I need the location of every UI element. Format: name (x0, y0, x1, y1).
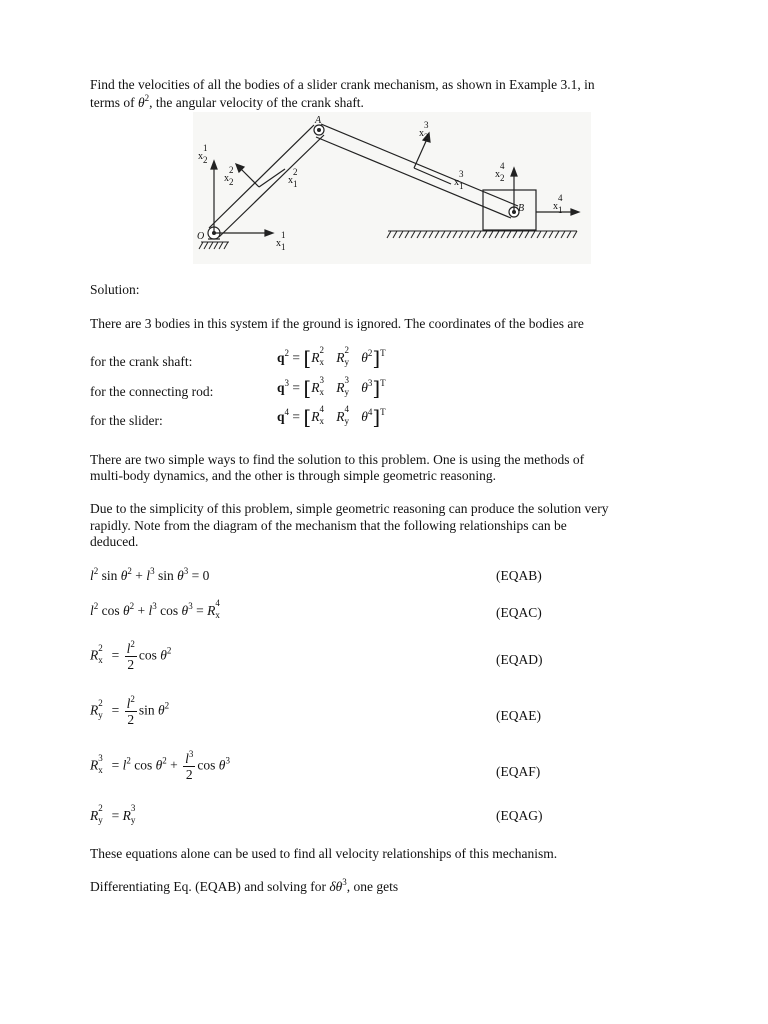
differentiating-text: Differentiating Eq. (EQAB) and solving for $\delta\theta^3$, one gets (90, 877, 399, 894)
label-point-b: B (518, 203, 525, 214)
intro-line-1: Find the velocities of all the bodies of a slider crank mechanism, as shown in Example 3.1, in (90, 77, 595, 92)
label-eqab: (EQAB) (496, 568, 542, 583)
label-x2-body3: x 3 2 (419, 119, 429, 142)
figure-background (193, 112, 591, 264)
label-x1-global: x 1 1 (276, 229, 286, 252)
equation-eqab: $l^2$ $\sin \theta^2 + l^3$ $\sin \theta^3 = 0$ (90, 566, 210, 583)
label-point-a: A (315, 115, 322, 126)
coord-eq-rod: $q^3 = [R$ 3 x R 3 y $\theta^3]^T$ (277, 374, 386, 400)
equation-eqae: R 2 y = $\frac{l^2}{2}$ $\sin \theta^2$ (90, 694, 170, 727)
label-x2-body2: x 2 2 (224, 164, 234, 187)
equation-eqag: R 2 y = R 3 y (90, 802, 136, 825)
two-ways-line-1: There are two simple ways to find the solution to this problem. One is using the methods of (90, 452, 585, 467)
label-x1-body4: x 4 1 (553, 192, 563, 215)
bodies-text: There are 3 bodies in this system if the ground is ignored. The coordinates of the bodies are (90, 316, 584, 331)
simplicity-line-3: deduced. (90, 534, 139, 549)
simplicity-line-1: Due to the simplicity of this problem, simple geometric reasoning can produce the solution very (90, 501, 609, 516)
label-eqag: (EQAG) (496, 808, 543, 823)
coord-eq-crank: $q^2 = [R$ 2 x R 2 y $\theta^2]^T$ (277, 344, 386, 370)
simplicity-line-2: rapidly. Note from the diagram of the mechanism that the following relationships can be (90, 518, 567, 533)
label-x2-global: x 1 2 (198, 142, 208, 165)
these-equations-text: These equations alone can be used to find all velocity relationships of this mechanism. (90, 846, 558, 861)
solution-heading: Solution: (90, 282, 140, 297)
equation-eqaf: R 3 x = $l^2$ $\cos \theta^2$ + $\frac{l^3}{2}$ $\cos \theta^3$ (90, 749, 230, 782)
slider-crank-diagram (193, 112, 591, 264)
two-ways-line-2: multi-body dynamics, and the other is through simple geometric reasoning. (90, 468, 497, 483)
coord-label-rod: for the connecting rod: (90, 384, 214, 399)
label-eqaf: (EQAF) (496, 764, 541, 779)
mechanism-figure (193, 112, 591, 264)
label-x2-body4: x 4 2 (495, 160, 505, 183)
intro-line-2: terms of $\theta^2$, the angular velocity of the crank shaft. (90, 93, 364, 110)
label-eqae: (EQAE) (496, 708, 541, 723)
equation-eqad: R 2 x = $\frac{l^2}{2}$ $\cos \theta^2$ (90, 639, 172, 672)
coord-label-crank: for the crank shaft: (90, 354, 193, 369)
equation-eqac: $l^2$ $\cos \theta^2 + l^3$ $\cos \theta^3 = R$ 4 x (90, 597, 220, 620)
label-x1-body3: x 3 1 (454, 168, 464, 191)
label-eqad: (EQAD) (496, 652, 543, 667)
label-eqac: (EQAC) (496, 605, 542, 620)
coord-eq-slider: $q^4 = [R$ 4 x R 4 y $\theta^4]^T$ (277, 403, 386, 429)
label-x1-body2: x 2 1 (288, 166, 298, 189)
coord-label-slider: for the slider: (90, 413, 163, 428)
label-point-o: O (197, 231, 205, 242)
